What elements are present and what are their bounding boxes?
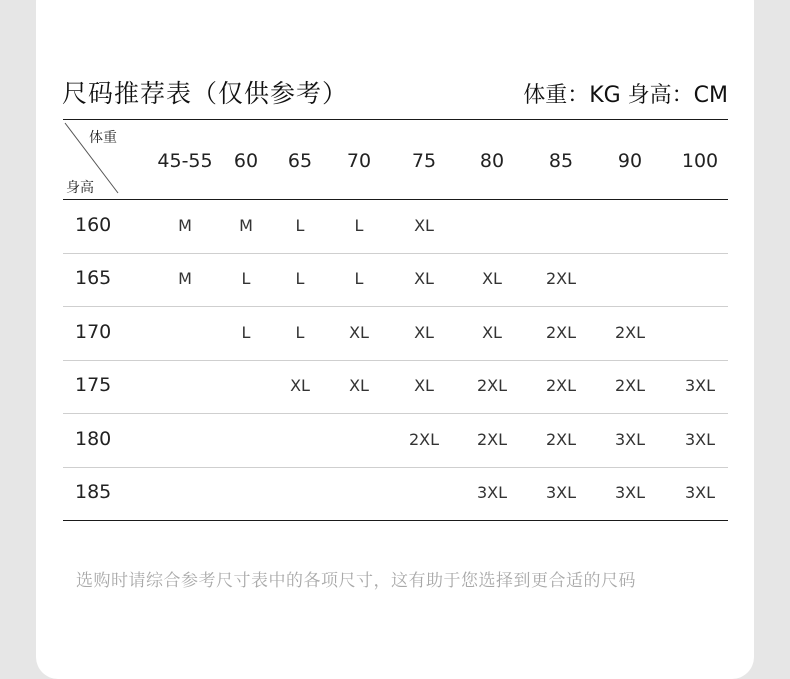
- weight-column-header: 45-55: [157, 150, 213, 172]
- size-cell: XL: [414, 269, 434, 289]
- size-cell: 2XL: [408, 429, 440, 449]
- footer-note: 选购时请综合参考尺寸表中的各项尺寸，这有助于您选择到更合适的尺码: [76, 571, 636, 591]
- weight-column-header: 70: [346, 150, 372, 172]
- size-cell: L: [354, 269, 364, 289]
- height-row-header: 165: [75, 267, 112, 290]
- size-cell: 3XL: [545, 483, 577, 503]
- size-cell: 2XL: [545, 269, 577, 289]
- size-cell: 3XL: [684, 483, 716, 503]
- size-cell: 2XL: [614, 376, 646, 396]
- size-cell: 3XL: [614, 483, 646, 503]
- size-cell: XL: [290, 376, 310, 396]
- size-cell: 3XL: [476, 483, 508, 503]
- row-divider: [63, 306, 728, 307]
- weight-column-header: 90: [617, 150, 643, 172]
- weight-column-header: 60: [233, 150, 259, 172]
- size-cell: 2XL: [614, 322, 646, 342]
- weight-column-header: 75: [411, 150, 437, 172]
- table-bottom-border: [63, 520, 728, 521]
- row-divider: [63, 467, 728, 468]
- size-cell: 3XL: [684, 376, 716, 396]
- height-row-header: 180: [75, 427, 112, 450]
- size-cell: XL: [349, 322, 369, 342]
- size-cell: M: [178, 215, 192, 235]
- size-cell: L: [295, 215, 305, 235]
- size-cell: L: [295, 269, 305, 289]
- size-cell: L: [241, 269, 251, 289]
- size-cell: 2XL: [545, 429, 577, 449]
- weight-column-header: 80: [479, 150, 505, 172]
- page-title: 尺码推荐表（仅供参考）: [62, 79, 349, 108]
- units-label: 体重：KG 身高：CM: [523, 83, 728, 108]
- height-row-header: 175: [75, 374, 112, 397]
- weight-column-header: 100: [681, 150, 719, 172]
- size-cell: XL: [482, 269, 502, 289]
- corner-height-label: 身高: [66, 180, 94, 196]
- size-cell: 2XL: [476, 376, 508, 396]
- size-cell: 2XL: [545, 322, 577, 342]
- size-cell: L: [241, 322, 251, 342]
- table-top-border: [63, 119, 728, 120]
- size-cell: L: [295, 322, 305, 342]
- size-cell: XL: [414, 376, 434, 396]
- size-cell: 2XL: [476, 429, 508, 449]
- size-cell: M: [178, 269, 192, 289]
- size-cell: L: [354, 215, 364, 235]
- size-cell: XL: [482, 322, 502, 342]
- height-row-header: 170: [75, 320, 112, 343]
- size-cell: XL: [349, 376, 369, 396]
- size-cell: XL: [414, 322, 434, 342]
- row-divider: [63, 360, 728, 361]
- size-cell: 3XL: [684, 429, 716, 449]
- corner-weight-label: 体重: [89, 130, 117, 146]
- row-divider: [63, 413, 728, 414]
- height-row-header: 185: [75, 481, 112, 504]
- size-cell: XL: [414, 215, 434, 235]
- header-bottom-border: [63, 199, 728, 200]
- size-cell: 3XL: [614, 429, 646, 449]
- size-cell: M: [239, 215, 253, 235]
- size-cell: 2XL: [545, 376, 577, 396]
- weight-column-header: 65: [287, 150, 313, 172]
- height-row-header: 160: [75, 213, 112, 236]
- row-divider: [63, 253, 728, 254]
- weight-column-header: 85: [548, 150, 574, 172]
